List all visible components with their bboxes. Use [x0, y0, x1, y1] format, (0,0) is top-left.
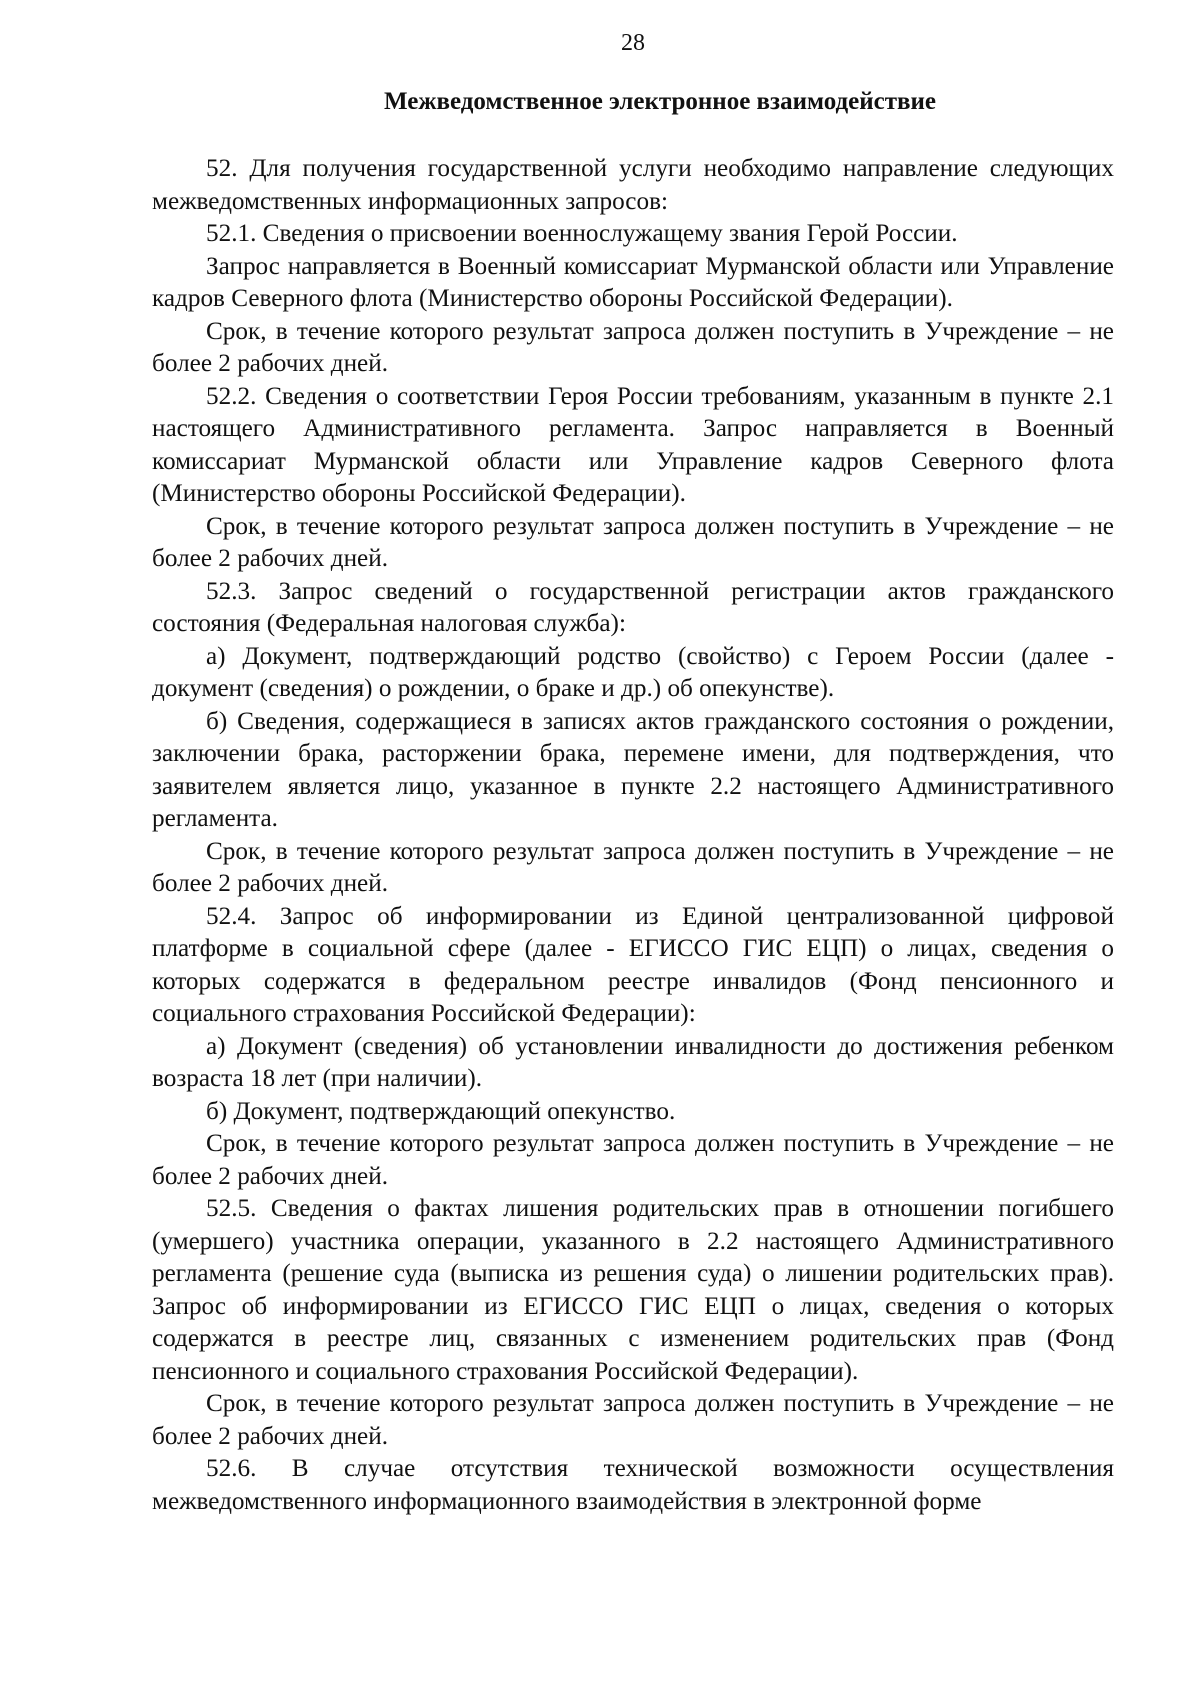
paragraph-52-3-deadline: Срок, в течение которого результат запроса должен поступить в Учреждение – не более 2 рабочих дней.	[152, 837, 1114, 897]
paragraph-52-3-b: б) Сведения, содержащиеся в записях актов гражданского состояния о рождении, заключении брака, расторжении брака, перемене имени, для подтверждения, что заявителем является лицо, указанное в пункте 2.2 настоящего Административного регламента.	[152, 707, 1114, 832]
paragraph-52-5: 52.5. Сведения о фактах лишения родительских прав в отношении погибшего (умершего) участника операции, указанного в 2.2 настоящего Административного регламента (решение суда (выписка из решения суда) о лишении родительских прав). Запрос об информировании из ЕГИССО ГИС ЕЦП о лицах, сведения о которых содержатся в реестре лиц, связанных с изменением родительских прав (Фонд пенсионного и социального страхования Российской Федерации).	[152, 1195, 1114, 1385]
paragraph-52-4: 52.4. Запрос об информировании из Единой централизованной цифровой платформе в социальной сфере (далее - ЕГИССО ГИС ЕЦП) о лицах, сведения о которых содержатся в федеральном реестре инвалидов (Фонд пенсионного и социального страхования Российской Федерации):	[152, 902, 1114, 1027]
paragraph-52-1-request: Запрос направляется в Военный комиссариат Мурманской области или Управление кадров Северного флота (Министерство обороны Российской Федерации).	[152, 252, 1114, 312]
paragraph-52-5-deadline: Срок, в течение которого результат запроса должен поступить в Учреждение – не более 2 рабочих дней.	[152, 1390, 1114, 1450]
paragraph-52-1-deadline: Срок, в течение которого результат запроса должен поступить в Учреждение – не более 2 рабочих дней.	[152, 317, 1114, 377]
paragraph-52-4-b: б) Документ, подтверждающий опекунство.	[206, 1097, 676, 1125]
paragraph-52-1: 52.1. Сведения о присвоении военнослужащему звания Герой России.	[206, 220, 958, 247]
paragraph-52-4-a: а) Документ (сведения) об установлении инвалидности до достижения ребенком возраста 18 лет (при наличии).	[152, 1032, 1114, 1092]
section-title: Межведомственное электронное взаимодействие	[383, 88, 937, 115]
body-text	[152, 153, 1114, 1518]
paragraph-52-6: 52.6. В случае отсутствия технической возможности осуществления межведомственного информационного взаимодействия в электронной форме	[152, 1455, 1114, 1515]
paragraph-52-3-a: а) Документ, подтверждающий родство (свойство) с Героем России (далее - документ (сведения) о рождении, о браке и др.) об опекунстве).	[152, 642, 1114, 702]
paragraph-52-2: 52.2. Сведения о соответствии Героя России требованиям, указанным в пункте 2.1 настоящего Административного регламента. Запрос направляется в Военный комиссариат Мурманской области или Управление кадров Северного флота (Министерство обороны Российской Федерации).	[152, 382, 1114, 507]
paragraph-52-2-deadline: Срок, в течение которого результат запроса должен поступить в Учреждение – не более 2 рабочих дней.	[152, 512, 1114, 572]
page-number: 28	[621, 30, 645, 56]
paragraph-52-4-deadline: Срок, в течение которого результат запроса должен поступить в Учреждение – не более 2 рабочих дней.	[152, 1130, 1114, 1190]
paragraph-52: 52. Для получения государственной услуги необходимо направление следующих межведомственных информационных запросов:	[152, 155, 1114, 215]
paragraph-52-3: 52.3. Запрос сведений о государственной регистрации актов гражданского состояния (Федеральная налоговая служба):	[152, 577, 1114, 637]
